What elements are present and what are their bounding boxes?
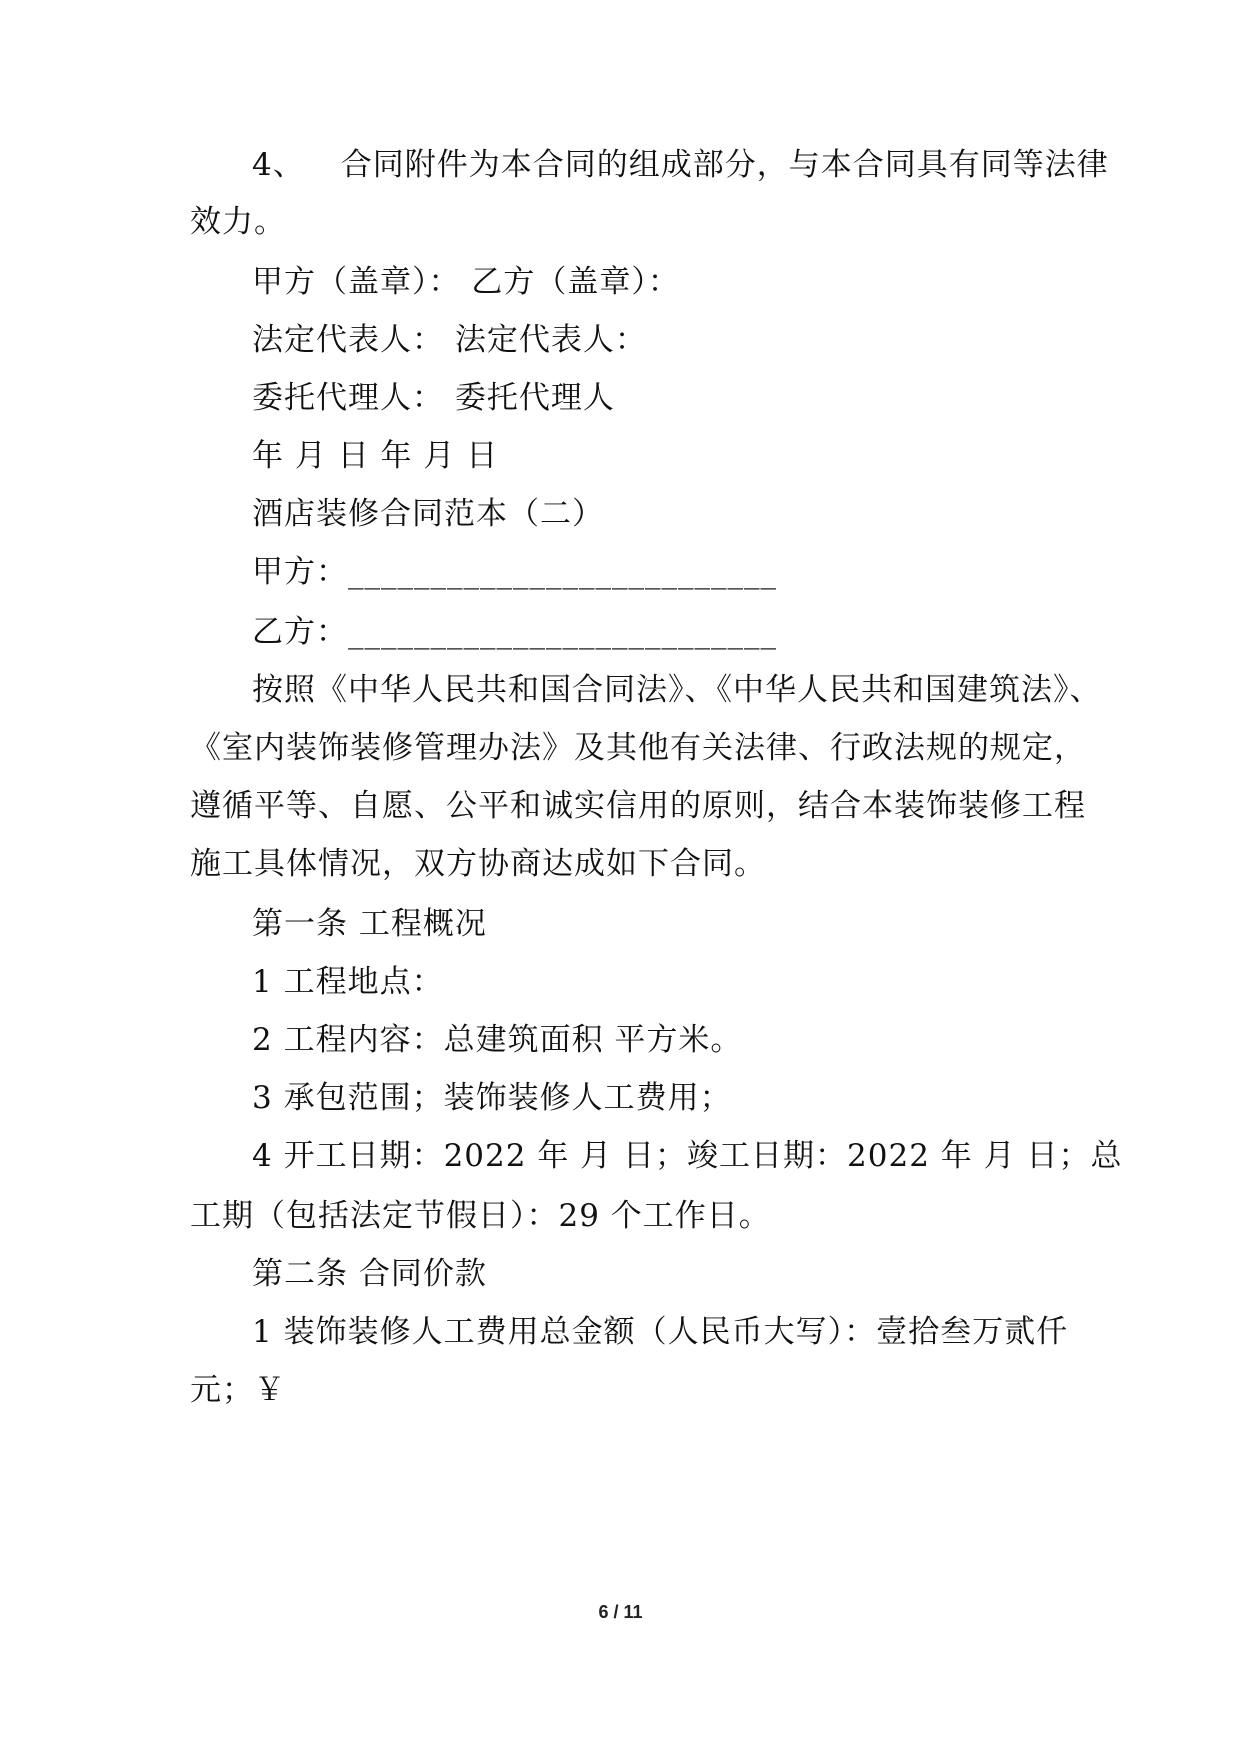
article-1-item-2: 2 工程内容：总建筑面积 平方米。 [252,1022,743,1058]
article-2-title: 第二条 合同价款 [252,1256,487,1292]
preamble-line-4: 施工具体情况，双方协商达成如下合同。 [190,846,766,882]
signature-legal-rep-line: 法定代表人： 法定代表人： [252,322,647,358]
signature-date-line: 年 月 日 年 月 日 [252,438,499,474]
article-2-item-1: 1 装饰装修人工费用总金额（人民币大写）：壹拾叁万贰仟 [252,1314,1069,1350]
party-a-line: 甲方：__________________________ [252,554,777,590]
article-1-item-3: 3 承包范围；装饰装修人工费用； [252,1080,732,1116]
article-1-item-1: 1 工程地点： [252,964,444,1000]
article-1-item-4-continuation: 工期（包括法定节假日）：29 个工作日。 [190,1198,771,1234]
article-2-item-1-continuation: 元；￥ [190,1372,286,1408]
party-b-line: 乙方：__________________________ [252,614,777,650]
preamble-line-3: 遵循平等、自愿、公平和诚实信用的原则，结合本装饰装修工程 [190,788,1086,824]
page-number: 6 / 11 [598,1602,643,1622]
clause-4-text: 合同附件为本合同的组成部分，与本合同具有同等法律 [340,147,1109,183]
signature-seal-line: 甲方（盖章）： 乙方（盖章）： [252,264,680,300]
contract-title-2: 酒店装修合同范本（二） [252,496,604,532]
article-1-title: 第一条 工程概况 [252,906,487,942]
preamble-line-2: 《室内装饰装修管理办法》及其他有关法律、行政法规的规定， [190,730,1086,766]
clause-4-continuation: 效力。 [190,204,286,240]
signature-agent-line: 委托代理人： 委托代理人 [252,380,615,416]
preamble-line-1: 按照《中华人民共和国合同法》、《中华人民共和国建筑法》、 [252,672,1102,708]
clause-4-line [252,145,1109,185]
article-1-item-4: 4 开工日期：2022 年 月 日；竣工日期：2022 年 月 日；总 [252,1138,1123,1174]
clause-4-number: 4、 [252,147,305,183]
